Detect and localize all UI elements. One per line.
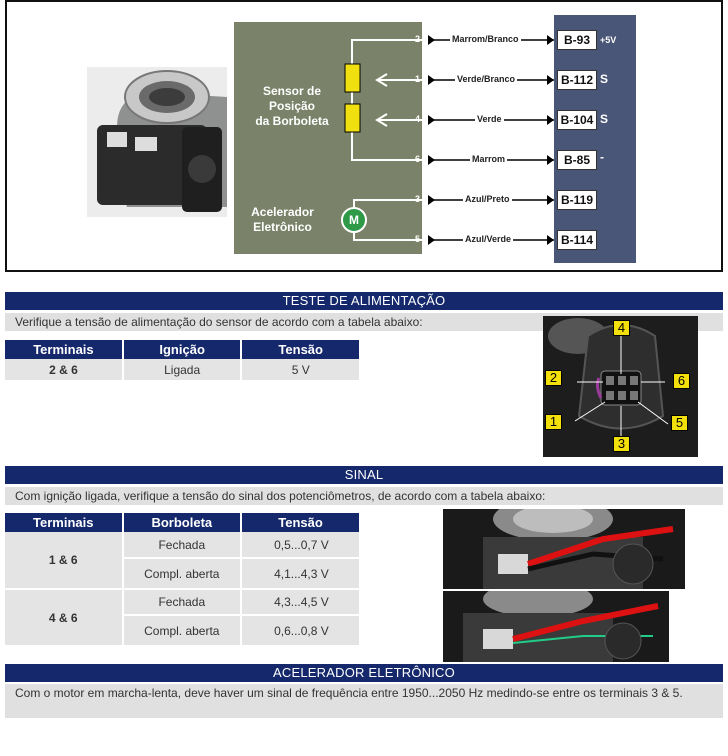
cell: 0,5...0,7 V	[241, 532, 360, 558]
wire-label: Marrom	[472, 154, 506, 164]
wiring-diagram	[5, 0, 723, 272]
alimentacao-note: Verifique a tensão de alimentação do sensor de acordo com a tabela abaixo:	[5, 313, 723, 331]
measurement-photo-2	[443, 591, 669, 662]
pin-number: 4	[415, 114, 421, 124]
wiring-lines	[7, 2, 725, 274]
cell: 2 & 6	[5, 359, 123, 381]
cell: 4,3...4,5 V	[241, 589, 360, 615]
section-title-acelerador: ACELERADOR ELETRÔNICO	[5, 664, 723, 682]
ecu-pin-box: B-112	[557, 70, 597, 90]
section-title-alimentacao: TESTE DE ALIMENTAÇÃO	[5, 292, 723, 310]
cell: 1 & 6	[5, 532, 123, 589]
connector-callout: 6	[673, 373, 690, 389]
accelerator-label: Acelerador Eletrônico	[251, 205, 314, 234]
signal-label: -	[600, 150, 604, 164]
wire-label: Azul/Verde	[465, 234, 512, 244]
col-header: Terminais	[5, 340, 123, 359]
cell: Compl. aberta	[123, 615, 242, 646]
table-row	[5, 589, 360, 615]
table-row	[5, 359, 360, 381]
pin-number: 5	[415, 234, 421, 244]
resistor-1	[345, 64, 360, 92]
col-header: Terminais	[5, 513, 123, 532]
ecu-pin-box: B-119	[557, 190, 597, 210]
ecu-pin-box: B-93	[557, 30, 597, 50]
connector-callout: 4	[613, 320, 630, 336]
cell: Ligada	[123, 359, 242, 381]
connector-callout: 3	[613, 436, 630, 452]
cell: Compl. aberta	[123, 558, 242, 589]
wire-label: Verde/Branco	[457, 74, 516, 84]
sensor-label: Sensor de Posição da Borboleta	[255, 84, 329, 128]
pin-number: 1	[415, 74, 421, 84]
resistor-2	[345, 104, 360, 132]
pin-number: 3	[415, 194, 421, 204]
wire-label: Azul/Preto	[465, 194, 510, 204]
sinal-note: Com ignição ligada, verifique a tensão do sinal dos potenciômetros, de acordo com a tabela abaixo:	[5, 487, 723, 505]
cell: 4 & 6	[5, 589, 123, 646]
col-header: Borboleta	[123, 513, 242, 532]
connector-photo	[543, 316, 698, 457]
alimentacao-table	[5, 340, 361, 382]
col-header: Ignição	[123, 340, 242, 359]
ecu-pin-box: B-114	[557, 230, 597, 250]
connector-callout: 1	[545, 414, 562, 430]
signal-label: S	[600, 112, 609, 126]
connector-callout: 2	[545, 370, 562, 386]
connector-callout: 5	[671, 415, 688, 431]
motor-icon: M	[341, 207, 367, 233]
sinal-table	[5, 513, 361, 647]
col-header: Tensão	[241, 513, 360, 532]
ecu-pin-box: B-85	[557, 150, 597, 170]
pin-number: 6	[415, 154, 421, 164]
wire-label: Marrom/Branco	[452, 34, 519, 44]
cell: Fechada	[123, 589, 242, 615]
ecu-pin-box: B-104	[557, 110, 597, 130]
wire-label: Verde	[477, 114, 502, 124]
pin-number: 2	[415, 34, 421, 44]
cell: 5 V	[241, 359, 360, 381]
cell: 0,6...0,8 V	[241, 615, 360, 646]
table-row	[5, 532, 360, 558]
cell: 4,1...4,3 V	[241, 558, 360, 589]
signal-label: +5V	[600, 35, 617, 45]
acelerador-note: Com o motor em marcha-lenta, deve haver um sinal de frequência entre 1950...2050 Hz medindo-se entre os terminais 3 & 5.	[5, 684, 723, 718]
signal-label: S	[600, 72, 609, 86]
cell: Fechada	[123, 532, 242, 558]
section-title-sinal: SINAL	[5, 466, 723, 484]
col-header: Tensão	[241, 340, 360, 359]
measurement-photo-1	[443, 509, 685, 589]
